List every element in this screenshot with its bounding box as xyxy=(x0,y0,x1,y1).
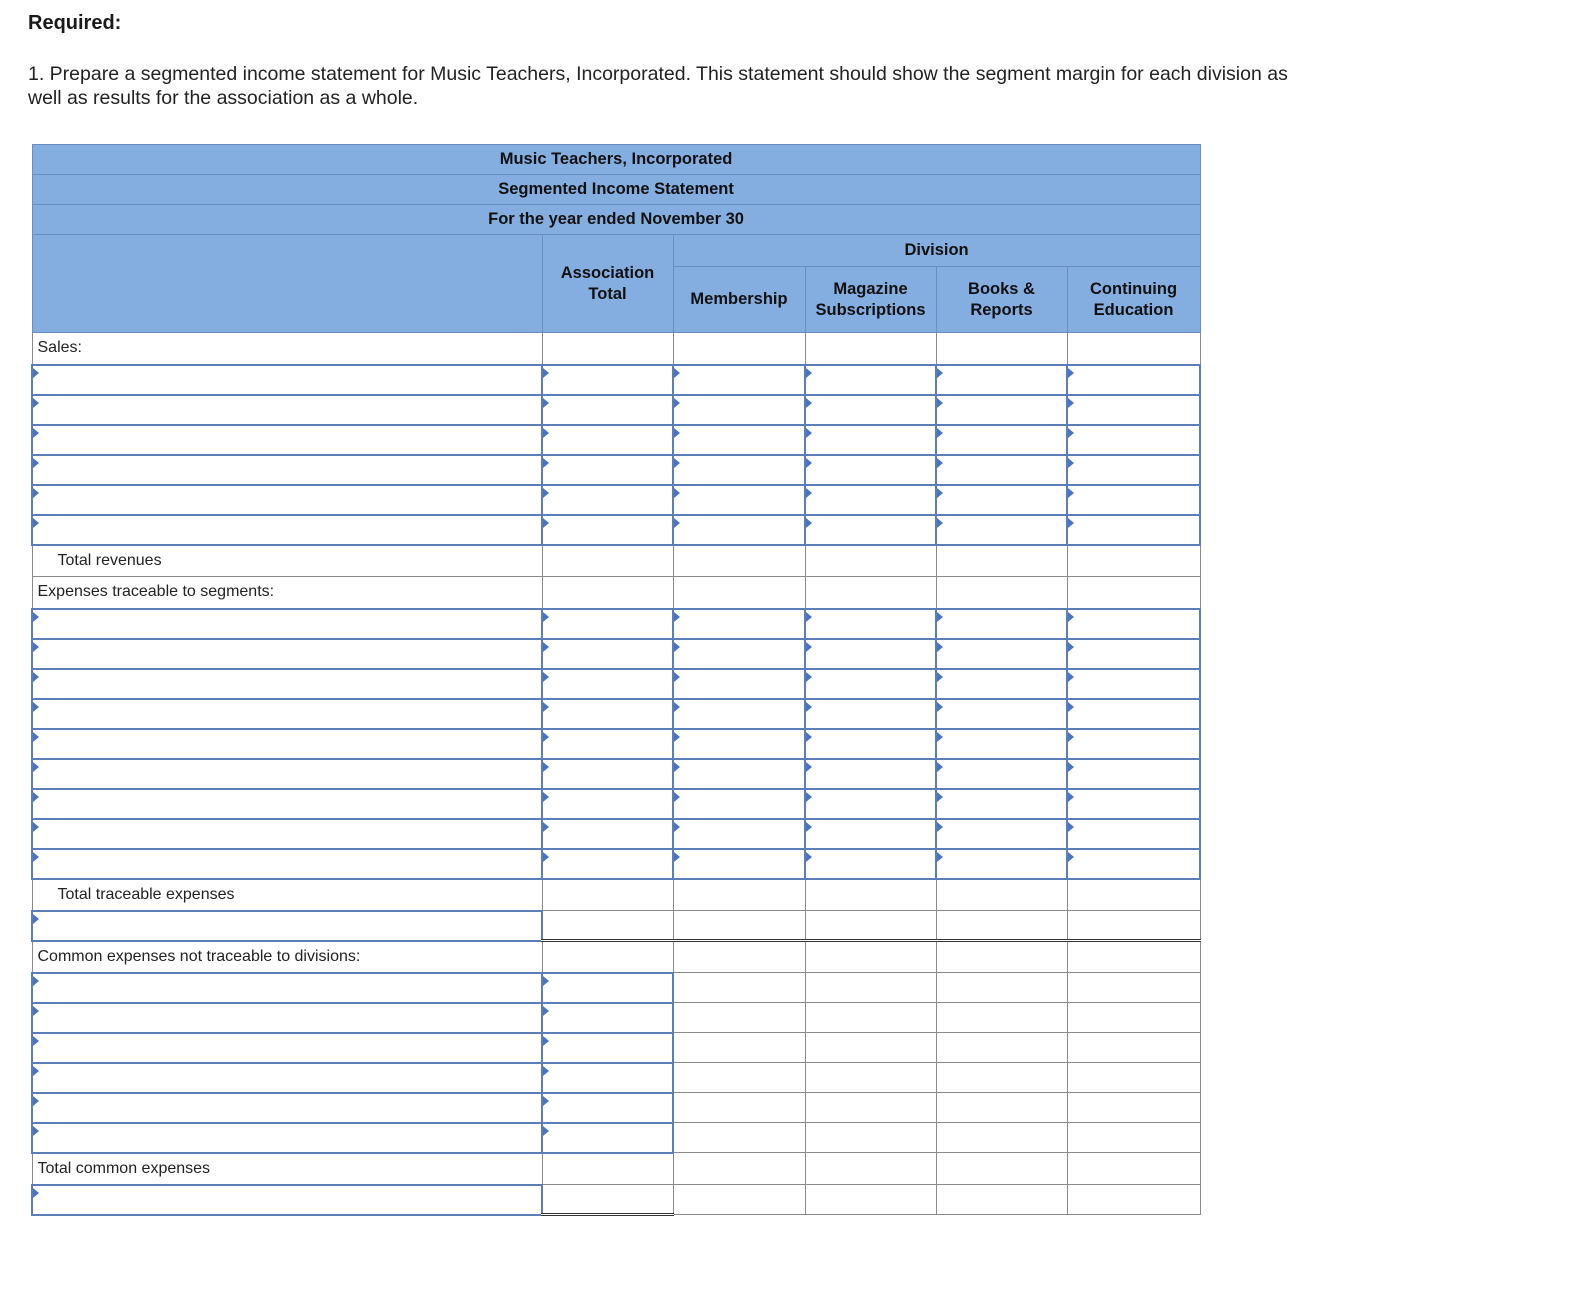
empty-cell xyxy=(805,911,936,941)
total-traceable-expenses-row xyxy=(32,879,1200,911)
membership-header xyxy=(673,267,805,333)
entry-row xyxy=(32,669,1200,699)
static-cell xyxy=(1067,941,1200,973)
amount-input-cell[interactable] xyxy=(936,849,1067,879)
label-input-cell[interactable] xyxy=(32,759,542,789)
association-total-header xyxy=(542,235,673,333)
amount-input-cell[interactable] xyxy=(1067,365,1200,395)
label-input-cell[interactable] xyxy=(32,1093,542,1123)
amount-input-cell[interactable] xyxy=(673,455,805,485)
amount-input-cell[interactable] xyxy=(673,699,805,729)
amount-input-cell[interactable] xyxy=(673,609,805,639)
static-cell xyxy=(805,941,936,973)
empty-cell xyxy=(936,1003,1067,1033)
static-cell xyxy=(673,545,805,577)
amount-input-cell[interactable] xyxy=(805,609,936,639)
continuing-education-header xyxy=(1067,267,1200,333)
entry-row xyxy=(32,819,1200,849)
amount-input-cell[interactable] xyxy=(1067,729,1200,759)
entry-row xyxy=(32,485,1200,515)
entry-row xyxy=(32,729,1200,759)
empty-cell xyxy=(936,1185,1067,1215)
empty-cell xyxy=(805,1063,936,1093)
entry-row xyxy=(32,789,1200,819)
empty-cell xyxy=(673,1123,805,1153)
amount-input-cell[interactable] xyxy=(542,425,673,455)
traceable-entry-rows xyxy=(32,609,1200,879)
label-input-cell[interactable] xyxy=(32,395,542,425)
amount-input-cell[interactable] xyxy=(936,395,1067,425)
segmented-income-statement-table xyxy=(31,144,1201,1216)
amount-input-cell[interactable] xyxy=(1067,669,1200,699)
amount-input-cell[interactable] xyxy=(805,425,936,455)
amount-input-cell[interactable] xyxy=(542,699,673,729)
magazine-line1: Magazine xyxy=(833,279,908,298)
empty-cell xyxy=(673,1003,805,1033)
entry-row xyxy=(32,1063,1200,1093)
amount-input-cell[interactable] xyxy=(673,515,805,545)
statement-title: Segmented Income Statement xyxy=(32,175,1200,205)
static-cell xyxy=(542,577,673,609)
total-revenues-label: Total revenues xyxy=(32,545,542,577)
label-input-cell[interactable] xyxy=(32,1123,542,1153)
amount-input-cell[interactable] xyxy=(1067,515,1200,545)
static-cell xyxy=(805,577,936,609)
amount-input-cell[interactable] xyxy=(1067,395,1200,425)
empty-cell xyxy=(1067,1123,1200,1153)
label-input-cell[interactable] xyxy=(32,1063,542,1093)
label-input-cell[interactable] xyxy=(32,485,542,515)
membership-label: Membership xyxy=(690,290,788,308)
empty-cell xyxy=(673,1063,805,1093)
static-cell xyxy=(805,879,936,911)
label-input-cell[interactable] xyxy=(32,729,542,759)
instruction-text: 1. Prepare a segmented income statement for Music Teachers, Incorporated. This statement should show the segment margin for each division as well as results for the association as a whole. xyxy=(28,63,1288,109)
traceable-expenses-label: Expenses traceable to segments: xyxy=(32,577,542,609)
amount-input-cell[interactable] xyxy=(1067,455,1200,485)
books-reports-header xyxy=(936,267,1067,333)
amount-input-cell[interactable] xyxy=(542,395,673,425)
common-entry-rows xyxy=(32,973,1200,1153)
sales-heading-row xyxy=(32,333,1200,365)
amount-input-cell[interactable] xyxy=(805,395,936,425)
amount-input-cell[interactable] xyxy=(1067,789,1200,819)
label-input-cell[interactable] xyxy=(32,699,542,729)
label-input-cell[interactable] xyxy=(32,1185,542,1215)
total-traceable-expenses-label: Total traceable expenses xyxy=(32,879,542,911)
amount-input-cell[interactable] xyxy=(1067,699,1200,729)
empty-cell xyxy=(936,1123,1067,1153)
amount-input-cell[interactable] xyxy=(542,759,673,789)
amount-input-cell[interactable] xyxy=(805,849,936,879)
label-column-header xyxy=(32,235,542,333)
empty-cell xyxy=(1067,911,1200,941)
label-input-cell[interactable] xyxy=(32,609,542,639)
label-input-cell[interactable] xyxy=(32,789,542,819)
books-line2: Reports xyxy=(970,300,1033,319)
empty-cell xyxy=(1067,1063,1200,1093)
entry-row xyxy=(32,425,1200,455)
continuing-line1: Continuing xyxy=(1090,279,1178,298)
empty-cell xyxy=(673,1185,805,1215)
empty-cell xyxy=(936,973,1067,1003)
empty-cell xyxy=(1067,1093,1200,1123)
association-total-line1: Association xyxy=(560,264,655,282)
label-input-cell[interactable] xyxy=(32,973,542,1003)
empty-cell xyxy=(542,1185,673,1215)
label-input-cell[interactable] xyxy=(32,1033,542,1063)
amount-input-cell[interactable] xyxy=(805,515,936,545)
amount-input-cell[interactable] xyxy=(936,699,1067,729)
static-cell xyxy=(1067,333,1200,365)
empty-cell xyxy=(1067,1003,1200,1033)
common-expenses-heading-row xyxy=(32,941,1200,973)
static-cell xyxy=(805,545,936,577)
amount-input-cell[interactable] xyxy=(673,789,805,819)
amount-input-cell[interactable] xyxy=(1067,425,1200,455)
amount-input-cell[interactable] xyxy=(673,669,805,699)
empty-cell xyxy=(805,1093,936,1123)
amount-input-cell[interactable] xyxy=(542,1003,673,1033)
empty-cell xyxy=(542,911,673,941)
amount-input-cell[interactable] xyxy=(936,485,1067,515)
amount-input-cell[interactable] xyxy=(673,819,805,849)
static-cell xyxy=(936,879,1067,911)
static-cell xyxy=(936,333,1067,365)
entry-row xyxy=(32,849,1200,879)
magazine-line2: Subscriptions xyxy=(815,300,926,319)
empty-cell xyxy=(936,1033,1067,1063)
empty-cell xyxy=(936,1093,1067,1123)
amount-input-cell[interactable] xyxy=(805,759,936,789)
empty-cell xyxy=(805,1185,936,1215)
label-input-cell[interactable] xyxy=(32,365,542,395)
amount-input-cell[interactable] xyxy=(542,455,673,485)
amount-input-cell[interactable] xyxy=(542,609,673,639)
sales-label: Sales: xyxy=(32,333,542,365)
empty-cell xyxy=(1067,1033,1200,1063)
entry-row xyxy=(32,1185,1200,1215)
label-input-cell[interactable] xyxy=(32,849,542,879)
entry-row xyxy=(32,1033,1200,1063)
static-cell xyxy=(936,577,1067,609)
static-cell xyxy=(805,333,936,365)
static-cell xyxy=(1067,879,1200,911)
continuing-line2: Education xyxy=(1093,300,1174,319)
entry-row xyxy=(32,1123,1200,1153)
amount-input-cell[interactable] xyxy=(936,789,1067,819)
company-name: Music Teachers, Incorporated xyxy=(32,145,1200,175)
amount-input-cell[interactable] xyxy=(673,639,805,669)
amount-input-cell[interactable] xyxy=(936,639,1067,669)
empty-cell xyxy=(805,1003,936,1033)
association-total-line2: Total xyxy=(588,285,627,303)
amount-input-cell[interactable] xyxy=(936,425,1067,455)
amount-input-cell[interactable] xyxy=(542,669,673,699)
traceable-expenses-heading-row xyxy=(32,577,1200,609)
static-cell xyxy=(805,1153,936,1185)
amount-input-cell[interactable] xyxy=(805,669,936,699)
entry-row xyxy=(32,639,1200,669)
empty-cell xyxy=(805,1123,936,1153)
static-cell xyxy=(542,941,673,973)
amount-input-cell[interactable] xyxy=(673,365,805,395)
amount-input-cell[interactable] xyxy=(542,789,673,819)
amount-input-cell[interactable] xyxy=(542,365,673,395)
empty-cell xyxy=(673,1033,805,1063)
amount-input-cell[interactable] xyxy=(542,1093,673,1123)
label-input-cell[interactable] xyxy=(32,425,542,455)
amount-input-cell[interactable] xyxy=(673,425,805,455)
amount-input-cell[interactable] xyxy=(805,485,936,515)
entry-row xyxy=(32,365,1200,395)
label-input-cell[interactable] xyxy=(32,669,542,699)
amount-input-cell[interactable] xyxy=(805,789,936,819)
amount-input-cell[interactable] xyxy=(936,609,1067,639)
amount-input-cell[interactable] xyxy=(805,639,936,669)
amount-input-cell[interactable] xyxy=(805,699,936,729)
amount-input-cell[interactable] xyxy=(805,729,936,759)
static-cell xyxy=(1067,577,1200,609)
total-common-expenses-label: Total common expenses xyxy=(32,1153,542,1185)
static-cell xyxy=(673,577,805,609)
amount-input-cell[interactable] xyxy=(936,669,1067,699)
amount-input-cell[interactable] xyxy=(542,1033,673,1063)
empty-cell xyxy=(673,1093,805,1123)
empty-cell xyxy=(673,911,805,941)
amount-input-cell[interactable] xyxy=(542,729,673,759)
amount-input-cell[interactable] xyxy=(542,1123,673,1153)
amount-input-cell[interactable] xyxy=(542,849,673,879)
entry-row xyxy=(32,395,1200,425)
static-cell xyxy=(936,545,1067,577)
static-cell xyxy=(673,333,805,365)
amount-input-cell[interactable] xyxy=(936,819,1067,849)
entry-row xyxy=(32,759,1200,789)
entry-row xyxy=(32,609,1200,639)
amount-input-cell[interactable] xyxy=(673,849,805,879)
amount-input-cell[interactable] xyxy=(542,639,673,669)
amount-input-cell[interactable] xyxy=(542,973,673,1003)
static-cell xyxy=(542,545,673,577)
amount-input-cell[interactable] xyxy=(1067,819,1200,849)
amount-input-cell[interactable] xyxy=(805,365,936,395)
label-input-cell[interactable] xyxy=(32,639,542,669)
amount-input-cell[interactable] xyxy=(1067,639,1200,669)
static-cell xyxy=(1067,1153,1200,1185)
static-cell xyxy=(542,1153,673,1185)
static-cell xyxy=(673,1153,805,1185)
static-cell xyxy=(936,1153,1067,1185)
empty-cell xyxy=(805,1033,936,1063)
entry-row xyxy=(32,699,1200,729)
entry-row xyxy=(32,1003,1200,1033)
total-common-expenses-row xyxy=(32,1153,1200,1185)
label-input-cell[interactable] xyxy=(32,455,542,485)
amount-input-cell[interactable] xyxy=(1067,609,1200,639)
segment-margin-row xyxy=(32,911,1200,941)
amount-input-cell[interactable] xyxy=(673,485,805,515)
empty-cell xyxy=(1067,973,1200,1003)
static-cell xyxy=(936,941,1067,973)
sales-entry-rows xyxy=(32,365,1200,545)
label-input-cell[interactable] xyxy=(32,515,542,545)
amount-input-cell[interactable] xyxy=(1067,485,1200,515)
amount-input-cell[interactable] xyxy=(936,365,1067,395)
empty-cell xyxy=(673,973,805,1003)
amount-input-cell[interactable] xyxy=(1067,849,1200,879)
amount-input-cell[interactable] xyxy=(936,759,1067,789)
entry-row xyxy=(32,973,1200,1003)
total-revenues-row xyxy=(32,545,1200,577)
amount-input-cell[interactable] xyxy=(805,455,936,485)
amount-input-cell[interactable] xyxy=(673,729,805,759)
label-input-cell[interactable] xyxy=(32,819,542,849)
entry-row xyxy=(32,455,1200,485)
amount-input-cell[interactable] xyxy=(542,485,673,515)
entry-row xyxy=(32,515,1200,545)
amount-input-cell[interactable] xyxy=(542,1063,673,1093)
label-input-cell[interactable] xyxy=(32,911,542,941)
entry-row xyxy=(32,911,1200,941)
statement-period: For the year ended November 30 xyxy=(32,205,1200,235)
amount-input-cell[interactable] xyxy=(936,515,1067,545)
static-cell xyxy=(673,879,805,911)
amount-input-cell[interactable] xyxy=(542,819,673,849)
amount-input-cell[interactable] xyxy=(936,729,1067,759)
amount-input-cell[interactable] xyxy=(936,455,1067,485)
amount-input-cell[interactable] xyxy=(542,515,673,545)
required-heading: Required: xyxy=(28,12,122,34)
empty-cell xyxy=(936,1063,1067,1093)
net-operating-income-row xyxy=(32,1185,1200,1215)
amount-input-cell[interactable] xyxy=(673,759,805,789)
static-cell xyxy=(1067,545,1200,577)
entry-row xyxy=(32,1093,1200,1123)
static-cell xyxy=(542,879,673,911)
common-expenses-label: Common expenses not traceable to divisions: xyxy=(32,941,542,973)
label-input-cell[interactable] xyxy=(32,1003,542,1033)
amount-input-cell[interactable] xyxy=(805,819,936,849)
amount-input-cell[interactable] xyxy=(673,395,805,425)
static-cell xyxy=(673,941,805,973)
empty-cell xyxy=(1067,1185,1200,1215)
magazine-subscriptions-header xyxy=(805,267,936,333)
amount-input-cell[interactable] xyxy=(1067,759,1200,789)
empty-cell xyxy=(936,911,1067,941)
books-line1: Books & xyxy=(968,279,1035,298)
division-header: Division xyxy=(673,235,1200,267)
static-cell xyxy=(542,333,673,365)
empty-cell xyxy=(805,973,936,1003)
